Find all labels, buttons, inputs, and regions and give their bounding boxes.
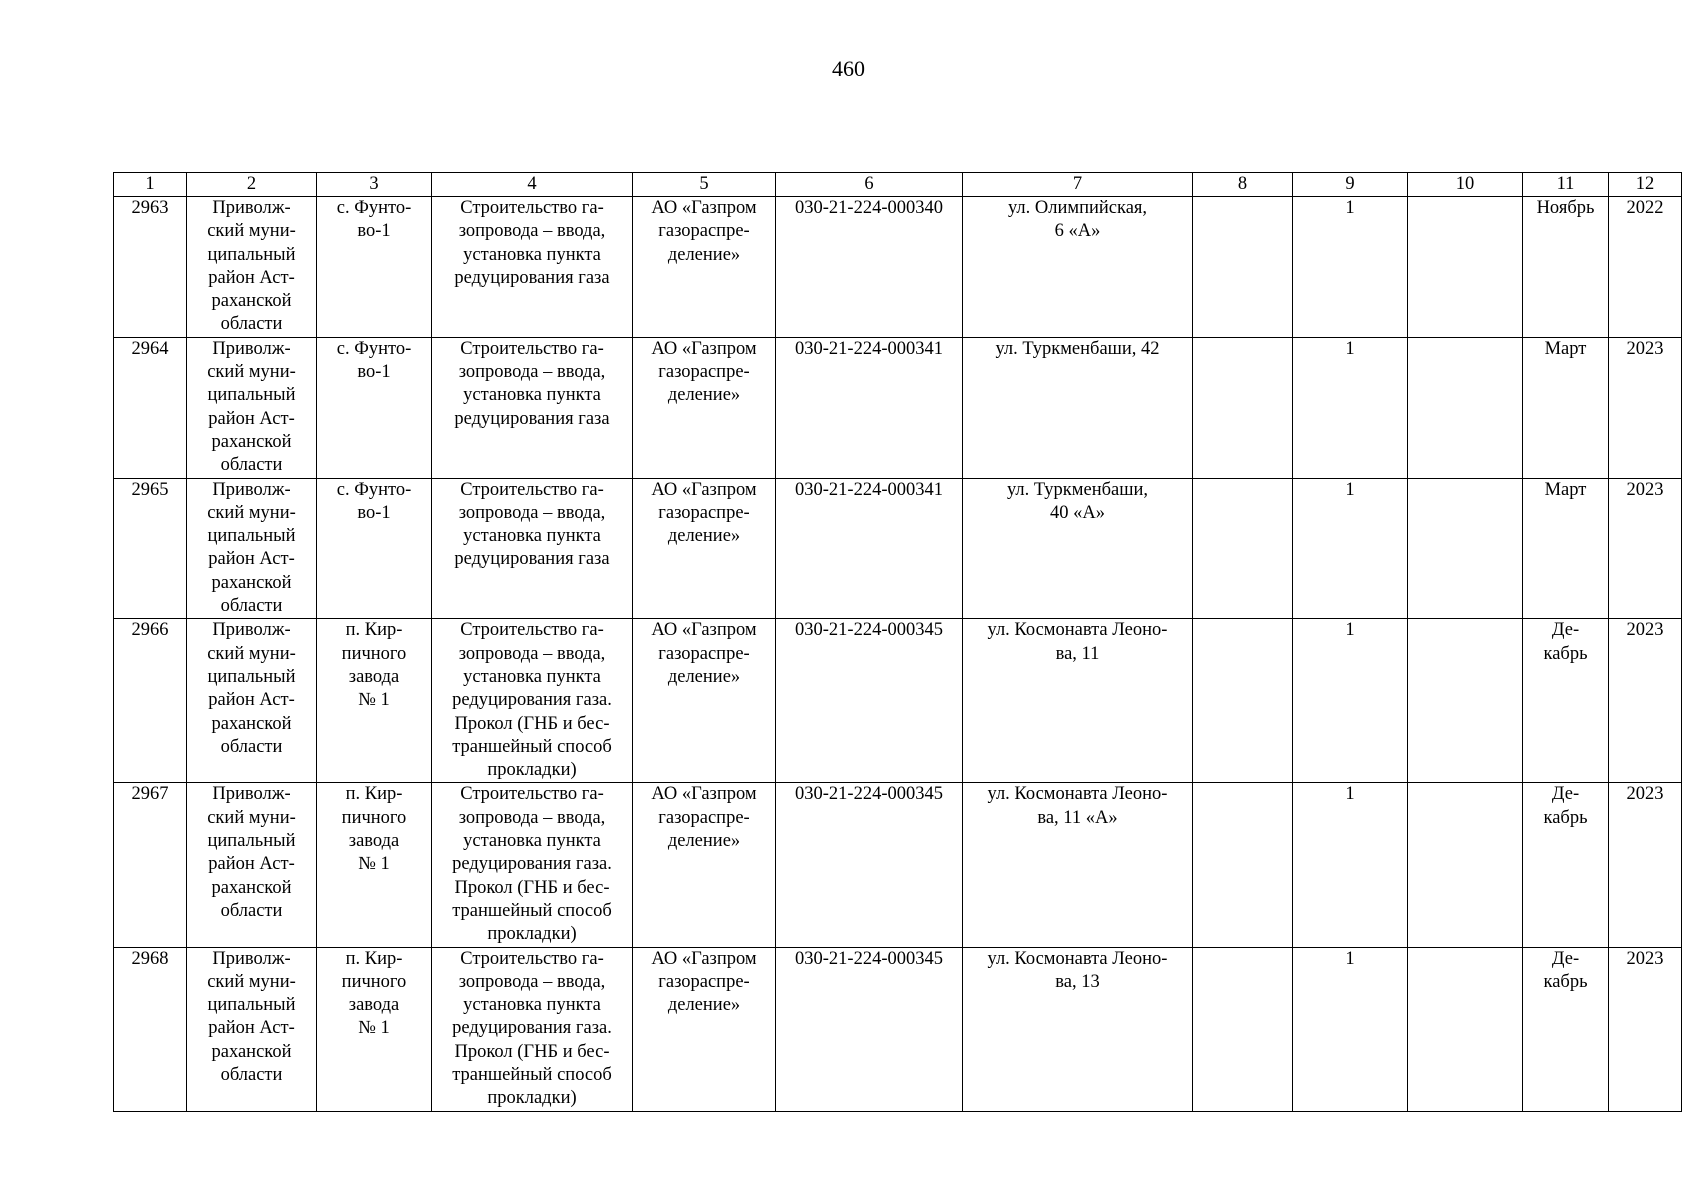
cell-line: деление»: [667, 385, 741, 406]
column-10-cell: [1408, 197, 1523, 338]
cell-line: области: [220, 314, 283, 335]
cell-line: Строительство га-: [460, 198, 604, 218]
table-row: [114, 619, 1682, 783]
organization-cell: [633, 947, 776, 1111]
cell-line: прокладки): [487, 1088, 577, 1109]
column-10-cell: [1408, 337, 1523, 478]
cell-line: области: [220, 900, 283, 921]
cell-line: Прокол (ГНБ и бес-: [454, 1041, 610, 1062]
cell-line: редуцирования газа: [454, 408, 610, 429]
cell-line: установка пункта: [463, 995, 601, 1016]
work-description-cell: [432, 947, 633, 1111]
cell-line: установка пункта: [463, 244, 601, 265]
cell-line: во-1: [357, 221, 391, 242]
registry-code-cell: 030-21-224-000345: [776, 619, 963, 783]
cell-line: АО «Газпром: [651, 784, 757, 805]
registry-code-cell: 030-21-224-000341: [776, 478, 963, 619]
registry-code-cell: 030-21-224-000340: [776, 197, 963, 338]
cell-line: Приволж-: [212, 338, 291, 359]
cell-line: пичного: [341, 643, 407, 664]
cell-line: Строительство га-: [460, 479, 604, 500]
year-cell: 2023: [1609, 783, 1682, 947]
cell-line: зопровода – ввода,: [458, 502, 606, 523]
cell-line: ул. Туркменбаши,: [1007, 479, 1148, 500]
settlement-cell: [317, 478, 432, 619]
quantity-cell: 1: [1293, 478, 1408, 619]
column-number-header: 1: [114, 173, 187, 197]
cell-line: № 1: [358, 854, 390, 875]
cell-line: газораспре-: [658, 502, 750, 523]
entry-number-cell: 2965: [114, 478, 187, 619]
cell-line: Март: [1544, 479, 1587, 500]
cell-line: 6 «А»: [1054, 221, 1101, 242]
cell-line: п. Кир-: [345, 620, 403, 641]
cell-line: ул. Космонавта Леоно-: [987, 784, 1168, 805]
cell-line: ципальный: [207, 244, 296, 265]
cell-line: ул. Космонавта Леоно-: [987, 948, 1168, 969]
cell-line: прокладки): [487, 924, 577, 945]
cell-line: траншейный способ: [452, 1064, 612, 1085]
work-description-cell: [432, 337, 633, 478]
work-description-cell: [432, 619, 633, 783]
cell-line: Прокол (ГНБ и бес-: [454, 877, 610, 898]
cell-line: ва, 11 «А»: [1037, 807, 1118, 828]
cell-line: газораспре-: [658, 643, 750, 664]
cell-line: области: [220, 1064, 283, 1085]
column-8-cell: [1193, 197, 1293, 338]
cell-line: Приволж-: [212, 948, 291, 969]
cell-line: ул. Олимпийская,: [1007, 198, 1148, 218]
table-row: [114, 337, 1682, 478]
organization-cell: [633, 197, 776, 338]
cell-line: прокладки): [487, 760, 577, 781]
quantity-cell: 1: [1293, 619, 1408, 783]
column-number-header: 11: [1523, 173, 1609, 197]
cell-line: траншейный способ: [452, 736, 612, 757]
cell-line: АО «Газпром: [651, 479, 757, 500]
settlement-cell: [317, 783, 432, 947]
column-number-header: 2: [187, 173, 317, 197]
cell-line: области: [220, 596, 283, 617]
cell-line: области: [220, 455, 283, 476]
cell-line: установка пункта: [463, 385, 601, 406]
cell-line: деление»: [667, 244, 741, 265]
cell-line: Ноябрь: [1536, 198, 1595, 218]
cell-line: ципальный: [207, 385, 296, 406]
settlement-cell: [317, 619, 432, 783]
address-cell: [963, 783, 1193, 947]
cell-line: установка пункта: [463, 831, 601, 852]
cell-line: ул. Туркменбаши, 42: [995, 338, 1160, 359]
month-cell: [1523, 337, 1609, 478]
address-cell: [963, 947, 1193, 1111]
cell-line: Строительство га-: [460, 948, 604, 969]
entry-number-cell: 2963: [114, 197, 187, 338]
column-number-header: 3: [317, 173, 432, 197]
cell-line: Строительство га-: [460, 620, 604, 641]
cell-line: газораспре-: [658, 221, 750, 242]
cell-line: пичного: [341, 807, 407, 828]
cell-line: зопровода – ввода,: [458, 807, 606, 828]
column-number-header: 12: [1609, 173, 1682, 197]
cell-line: № 1: [358, 690, 390, 711]
municipality-cell: [187, 619, 317, 783]
cell-line: Де-: [1551, 948, 1580, 969]
cell-line: раханской: [211, 713, 292, 734]
address-cell: [963, 619, 1193, 783]
quantity-cell: 1: [1293, 947, 1408, 1111]
municipality-cell: [187, 783, 317, 947]
entry-number-cell: 2968: [114, 947, 187, 1111]
cell-line: редуцирования газа: [454, 549, 610, 570]
quantity-cell: 1: [1293, 337, 1408, 478]
cell-line: газораспре-: [658, 807, 750, 828]
cell-line: АО «Газпром: [651, 338, 757, 359]
cell-line: район Аст-: [208, 854, 295, 875]
column-8-cell: [1193, 337, 1293, 478]
organization-cell: [633, 337, 776, 478]
cell-line: АО «Газпром: [651, 948, 757, 969]
cell-line: ва, 11: [1055, 643, 1100, 664]
cell-line: кабрь: [1543, 807, 1588, 828]
registry-code-cell: 030-21-224-000345: [776, 783, 963, 947]
cell-line: редуцирования газа.: [452, 1018, 612, 1039]
table-row: [114, 947, 1682, 1111]
address-cell: [963, 478, 1193, 619]
cell-line: газораспре-: [658, 362, 750, 383]
address-cell: [963, 337, 1193, 478]
cell-line: кабрь: [1543, 971, 1588, 992]
cell-line: зопровода – ввода,: [458, 971, 606, 992]
month-cell: [1523, 197, 1609, 338]
cell-line: район Аст-: [208, 1018, 295, 1039]
cell-line: завода: [348, 995, 400, 1016]
column-8-cell: [1193, 947, 1293, 1111]
cell-line: раханской: [211, 877, 292, 898]
year-cell: 2023: [1609, 619, 1682, 783]
cell-line: район Аст-: [208, 690, 295, 711]
year-cell: 2022: [1609, 197, 1682, 338]
column-number-header: 8: [1193, 173, 1293, 197]
cell-line: завода: [348, 831, 400, 852]
cell-line: редуцирования газа.: [452, 690, 612, 711]
column-number-header: 6: [776, 173, 963, 197]
cell-line: Строительство га-: [460, 784, 604, 805]
registry-code-cell: 030-21-224-000341: [776, 337, 963, 478]
cell-line: пичного: [341, 971, 407, 992]
cell-line: завода: [348, 666, 400, 687]
settlement-cell: [317, 337, 432, 478]
table-row: [114, 783, 1682, 947]
cell-line: во-1: [357, 502, 391, 523]
cell-line: ский муни-: [207, 221, 296, 242]
cell-line: Прокол (ГНБ и бес-: [454, 713, 610, 734]
cell-line: области: [220, 736, 283, 757]
cell-line: редуцирования газа: [454, 267, 610, 288]
table-row: [114, 478, 1682, 619]
column-number-header: 10: [1408, 173, 1523, 197]
settlement-cell: [317, 947, 432, 1111]
cell-line: раханской: [211, 431, 292, 452]
cell-line: деление»: [667, 526, 741, 547]
column-number-header: 5: [633, 173, 776, 197]
cell-line: Строительство га-: [460, 338, 604, 359]
column-10-cell: [1408, 947, 1523, 1111]
municipality-cell: [187, 337, 317, 478]
cell-line: с. Фунто-: [336, 338, 412, 359]
cell-line: раханской: [211, 1041, 292, 1062]
organization-cell: [633, 619, 776, 783]
month-cell: [1523, 619, 1609, 783]
cell-line: АО «Газпром: [651, 620, 757, 641]
column-number-row: [114, 173, 1682, 197]
settlement-cell: [317, 197, 432, 338]
cell-line: с. Фунто-: [336, 198, 412, 218]
month-cell: [1523, 783, 1609, 947]
column-number-header: 9: [1293, 173, 1408, 197]
cell-line: установка пункта: [463, 526, 601, 547]
cell-line: зопровода – ввода,: [458, 643, 606, 664]
cell-line: деление»: [667, 831, 741, 852]
cell-line: Де-: [1551, 620, 1580, 641]
cell-line: район Аст-: [208, 408, 295, 429]
cell-line: 40 «А»: [1050, 502, 1105, 523]
month-cell: [1523, 947, 1609, 1111]
cell-line: Де-: [1551, 784, 1580, 805]
cell-line: установка пункта: [463, 666, 601, 687]
work-description-cell: [432, 478, 633, 619]
cell-line: район Аст-: [208, 549, 295, 570]
cell-line: ципальный: [207, 995, 296, 1016]
year-cell: 2023: [1609, 478, 1682, 619]
cell-line: ский муни-: [207, 502, 296, 523]
column-8-cell: [1193, 783, 1293, 947]
cell-line: Приволж-: [212, 198, 291, 218]
cell-line: ский муни-: [207, 362, 296, 383]
cell-line: с. Фунто-: [336, 479, 412, 500]
entry-number-cell: 2964: [114, 337, 187, 478]
register-table: [113, 172, 1682, 1112]
work-description-cell: [432, 783, 633, 947]
municipality-cell: [187, 947, 317, 1111]
cell-line: ул. Космонавта Леоно-: [987, 620, 1168, 641]
registry-code-cell: 030-21-224-000345: [776, 947, 963, 1111]
cell-line: Март: [1544, 338, 1587, 359]
month-cell: [1523, 478, 1609, 619]
table-row: [114, 197, 1682, 338]
cell-line: ципальный: [207, 666, 296, 687]
year-cell: 2023: [1609, 337, 1682, 478]
cell-line: газораспре-: [658, 971, 750, 992]
cell-line: ский муни-: [207, 643, 296, 664]
cell-line: ципальный: [207, 831, 296, 852]
cell-line: ский муни-: [207, 971, 296, 992]
year-cell: 2023: [1609, 947, 1682, 1111]
cell-line: Приволж-: [212, 620, 291, 641]
cell-line: кабрь: [1543, 643, 1588, 664]
cell-line: редуцирования газа.: [452, 854, 612, 875]
cell-line: АО «Газпром: [651, 198, 757, 218]
cell-line: ва, 13: [1055, 971, 1100, 992]
cell-line: ципальный: [207, 526, 296, 547]
municipality-cell: [187, 478, 317, 619]
column-10-cell: [1408, 783, 1523, 947]
quantity-cell: 1: [1293, 783, 1408, 947]
cell-line: раханской: [211, 572, 292, 593]
table-body: [114, 197, 1682, 1112]
cell-line: раханской: [211, 291, 292, 312]
quantity-cell: 1: [1293, 197, 1408, 338]
column-10-cell: [1408, 619, 1523, 783]
page-number: 460: [832, 56, 865, 81]
entry-number-cell: 2966: [114, 619, 187, 783]
cell-line: п. Кир-: [345, 948, 403, 969]
address-cell: [963, 197, 1193, 338]
cell-line: деление»: [667, 666, 741, 687]
cell-line: деление»: [667, 995, 741, 1016]
work-description-cell: [432, 197, 633, 338]
cell-line: ский муни-: [207, 807, 296, 828]
cell-line: траншейный способ: [452, 900, 612, 921]
cell-line: № 1: [358, 1018, 390, 1039]
organization-cell: [633, 783, 776, 947]
column-number-header: 4: [432, 173, 633, 197]
municipality-cell: [187, 197, 317, 338]
column-8-cell: [1193, 478, 1293, 619]
entry-number-cell: 2967: [114, 783, 187, 947]
cell-line: во-1: [357, 362, 391, 383]
cell-line: п. Кир-: [345, 784, 403, 805]
column-8-cell: [1193, 619, 1293, 783]
cell-line: Приволж-: [212, 784, 291, 805]
column-number-header: 7: [963, 173, 1193, 197]
organization-cell: [633, 478, 776, 619]
cell-line: зопровода – ввода,: [458, 362, 606, 383]
cell-line: зопровода – ввода,: [458, 221, 606, 242]
cell-line: район Аст-: [208, 267, 295, 288]
column-10-cell: [1408, 478, 1523, 619]
cell-line: Приволж-: [212, 479, 291, 500]
